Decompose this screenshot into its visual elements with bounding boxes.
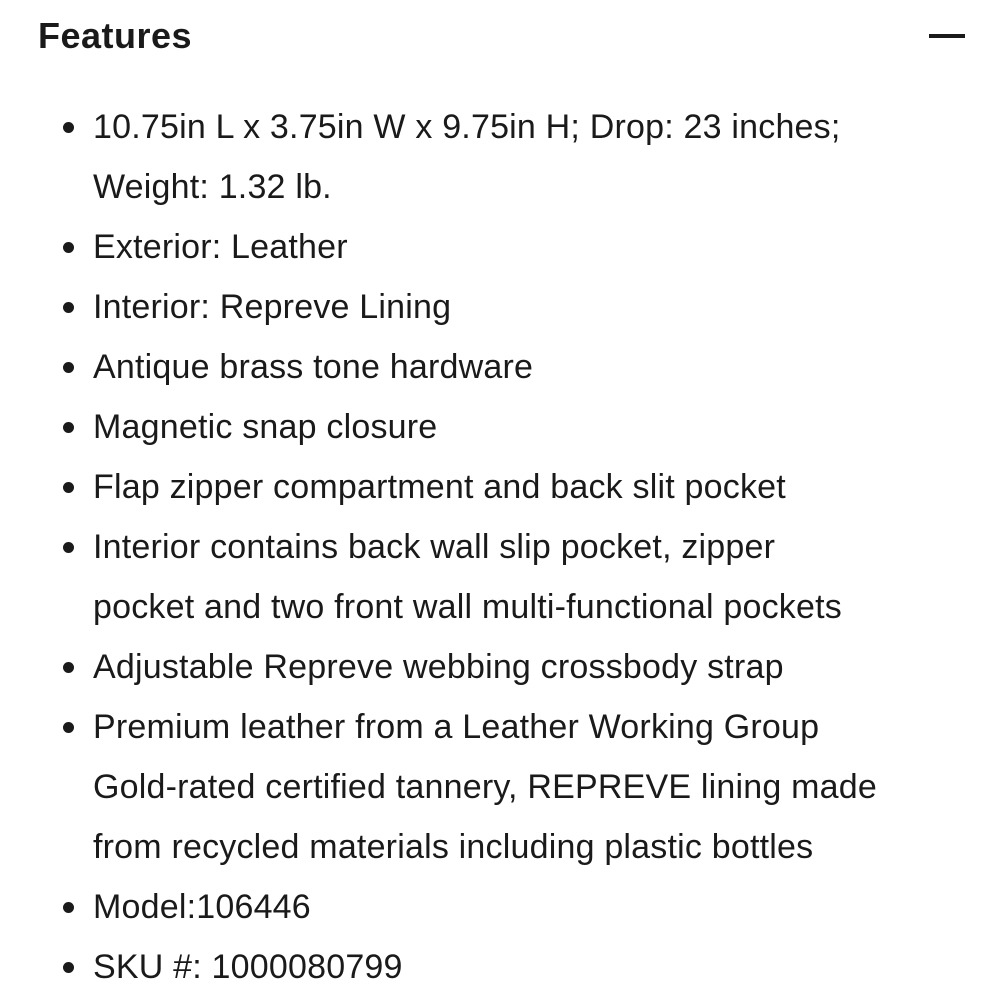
feature-item (93, 217, 966, 277)
feature-item (93, 97, 966, 217)
feature-line: Flap zipper compartment and back slit pocket (93, 468, 786, 506)
features-accordion-header[interactable] (38, 15, 966, 57)
feature-line: Gold-rated certified tannery, REPREVE lining made (93, 768, 877, 806)
feature-line: Exterior: Leather (93, 228, 348, 266)
feature-line: from recycled materials including plastic bottles (93, 828, 814, 866)
feature-item (93, 697, 966, 877)
feature-line: Model:106446 (93, 888, 311, 926)
features-list (38, 97, 966, 997)
feature-line: pocket and two front wall multi-functional pockets (93, 588, 842, 626)
feature-item (93, 637, 966, 697)
feature-line: Interior: Repreve Lining (93, 288, 452, 326)
feature-item (93, 517, 966, 637)
feature-line: Weight: 1.32 lb. (93, 168, 332, 206)
feature-line: 10.75in L x 3.75in W x 9.75in H; Drop: 23 inches; (93, 108, 841, 146)
feature-line: Adjustable Repreve webbing crossbody strap (93, 648, 784, 686)
feature-line: Antique brass tone hardware (93, 348, 534, 386)
feature-item (93, 397, 966, 457)
feature-item (93, 457, 966, 517)
feature-line: SKU #: 1000080799 (93, 948, 403, 986)
feature-line: Premium leather from a Leather Working Group (93, 708, 820, 746)
feature-line: Magnetic snap closure (93, 408, 438, 446)
minus-icon[interactable] (929, 34, 965, 38)
feature-item (93, 337, 966, 397)
section-title: Features (38, 15, 193, 56)
feature-item (93, 937, 966, 997)
feature-item (93, 277, 966, 337)
feature-line: Interior contains back wall slip pocket, zipper (93, 528, 776, 566)
feature-item (93, 877, 966, 937)
